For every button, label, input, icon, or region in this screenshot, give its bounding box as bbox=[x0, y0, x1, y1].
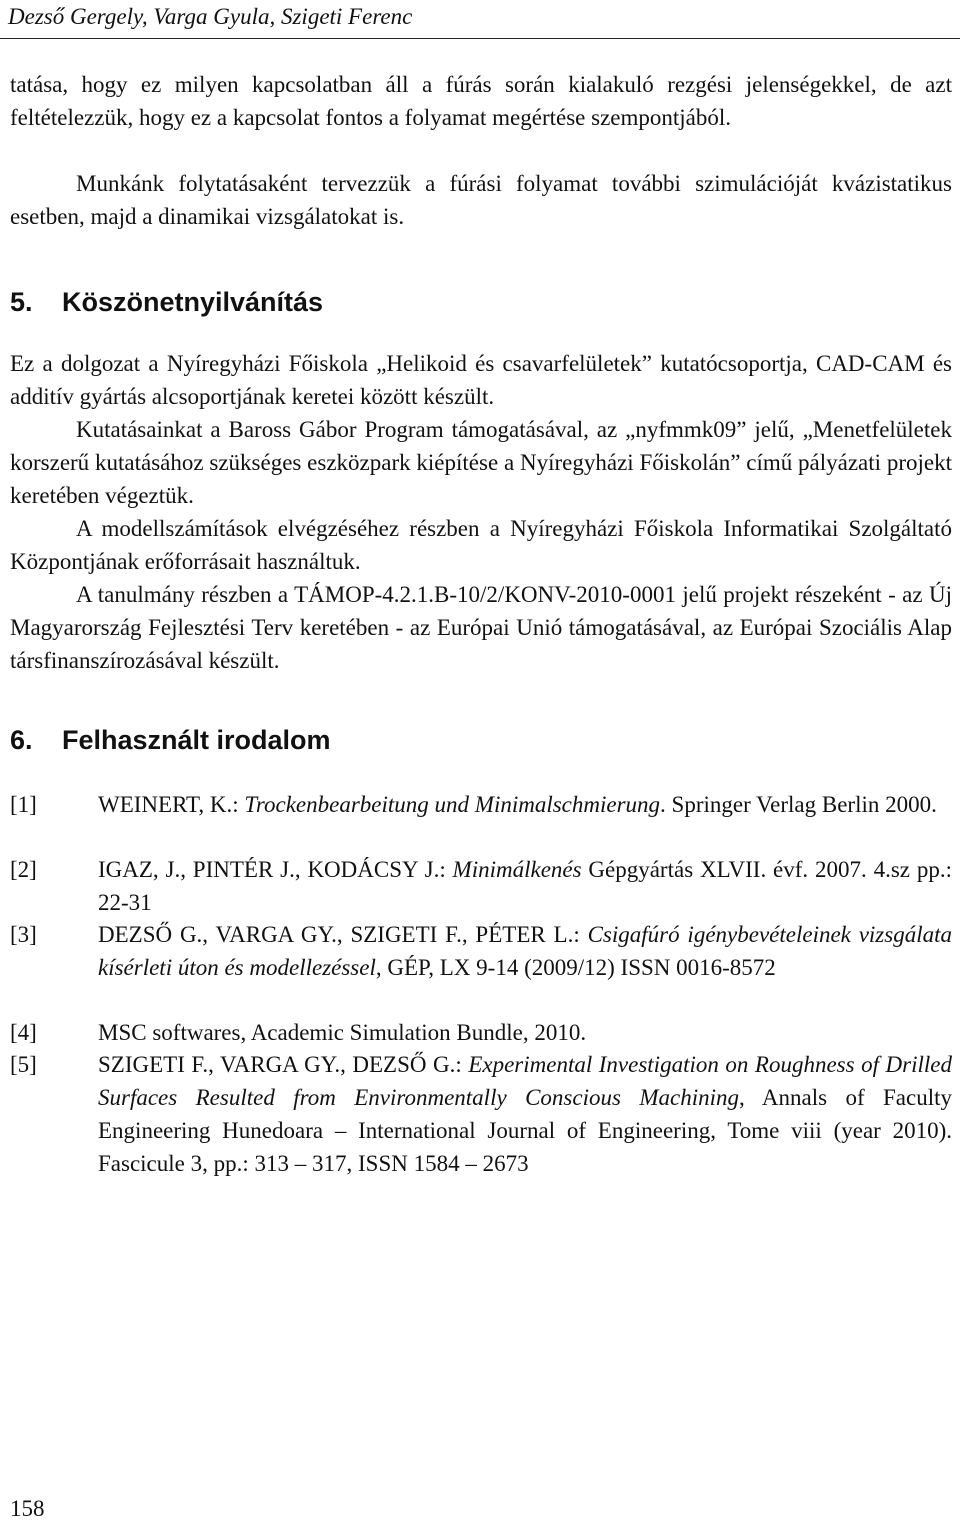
reference-rest: . Springer Verlag Berlin 2000. bbox=[660, 792, 937, 817]
section-number: 6. bbox=[10, 725, 33, 755]
paragraph-future-work: Munkánk folytatásaként tervezzük a fúrási folyamat további szimulációját kvázistatikus esetben, majd a dinamikai vizsgálatokat is. bbox=[10, 171, 952, 229]
reference-title: Csigafúró igénybevételeinek vizsgálata kísérleti úton és modellezéssel bbox=[98, 922, 952, 980]
reference-title: Trockenbearbeitung und Minimalschmierung bbox=[244, 792, 661, 817]
reference-number: [5] bbox=[10, 1052, 37, 1077]
reference-item bbox=[10, 788, 952, 821]
page-number: 158 bbox=[10, 1496, 45, 1521]
reference-rest: , Annals of Faculty Engineering Hunedoara – International Journal of Engineering, Tome viii (year 2010). Fascicule 3, pp.: 313 – 317, ISSN 1584 – 2673 bbox=[98, 1085, 952, 1176]
reference-number: [2] bbox=[10, 857, 37, 882]
reference-rest: Gépgyártás XLVII. évf. 2007. 4.sz pp.: 22-31 bbox=[98, 857, 952, 915]
reference-number: [1] bbox=[10, 792, 37, 817]
reference-item bbox=[10, 918, 952, 984]
reference-authors: DEZSŐ G., VARGA GY., SZIGETI F., PÉTER L.: bbox=[98, 922, 588, 947]
paragraph-ack-3: A modellszámítások elvégzéséhez részben a Nyíregyházi Főiskola Informatikai Szolgáltató Központjának erőforrásait használtuk. bbox=[10, 516, 952, 574]
reference-authors: MSC softwares, Academic Simulation Bundle, 2010. bbox=[98, 1020, 587, 1045]
reference-title: Experimental Investigation on Roughness of Drilled Surfaces Resulted from Environmentally Conscious Machining bbox=[98, 1052, 952, 1110]
reference-authors: SZIGETI F., VARGA GY., DEZSŐ G.: bbox=[98, 1052, 469, 1077]
reference-title: Minimálkenés bbox=[452, 857, 582, 882]
section-number: 5. bbox=[10, 287, 33, 317]
reference-authors: IGAZ, J., PINTÉR J., KODÁCSY J.: bbox=[98, 857, 453, 882]
header-rule bbox=[0, 38, 960, 39]
reference-number: [3] bbox=[10, 922, 37, 947]
reference-item bbox=[10, 1016, 952, 1049]
reference-rest: , GÉP, LX 9-14 (2009/12) ISSN 0016-8572 bbox=[375, 955, 776, 980]
paragraph-ack-4: A tanulmány részben a TÁMOP-4.2.1.B-10/2/KONV-2010-0001 jelű projekt részeként - az Új Magyarország Fejlesztési Terv keretében - az Európai Unió támogatásával, az Európai Szociális Alap társfinanszírozásával készült. bbox=[10, 582, 952, 673]
paragraph-ack-1: Ez a dolgozat a Nyíregyházi Főiskola „Helikoid és csavarfelületek” kutatócsoportja, CAD-CAM és additív gyártás alcsoportjának keretei között készült. bbox=[10, 351, 952, 409]
section-title: Felhasznált irodalom bbox=[62, 725, 331, 755]
section-title: Köszönetnyilvánítás bbox=[62, 287, 324, 317]
reference-authors: WEINERT, K.: bbox=[98, 792, 245, 817]
paragraph-ack-2: Kutatásainkat a Baross Gábor Program támogatásával, az „nyfmmk09” jelű, „Menetfelületek korszerű kutatásához szükséges eszközpark kiépítése a Nyíregyházi Főiskolán” című pályázati projekt keretében végeztük. bbox=[10, 417, 952, 508]
reference-item bbox=[10, 1048, 952, 1180]
running-header: Dezső Gergely, Varga Gyula, Szigeti Ferenc bbox=[8, 4, 413, 29]
paragraph-continuation: tatása, hogy ez milyen kapcsolatban áll a fúrás során kialakuló rezgési jelenségekkel, de azt feltételezzük, hogy ez a kapcsolat fontos a folyamat megértése szempontjából. bbox=[10, 72, 952, 130]
reference-item bbox=[10, 853, 952, 919]
reference-number: [4] bbox=[10, 1020, 37, 1045]
section-heading-references bbox=[10, 724, 331, 756]
section-heading-acknowledgements bbox=[10, 286, 323, 318]
